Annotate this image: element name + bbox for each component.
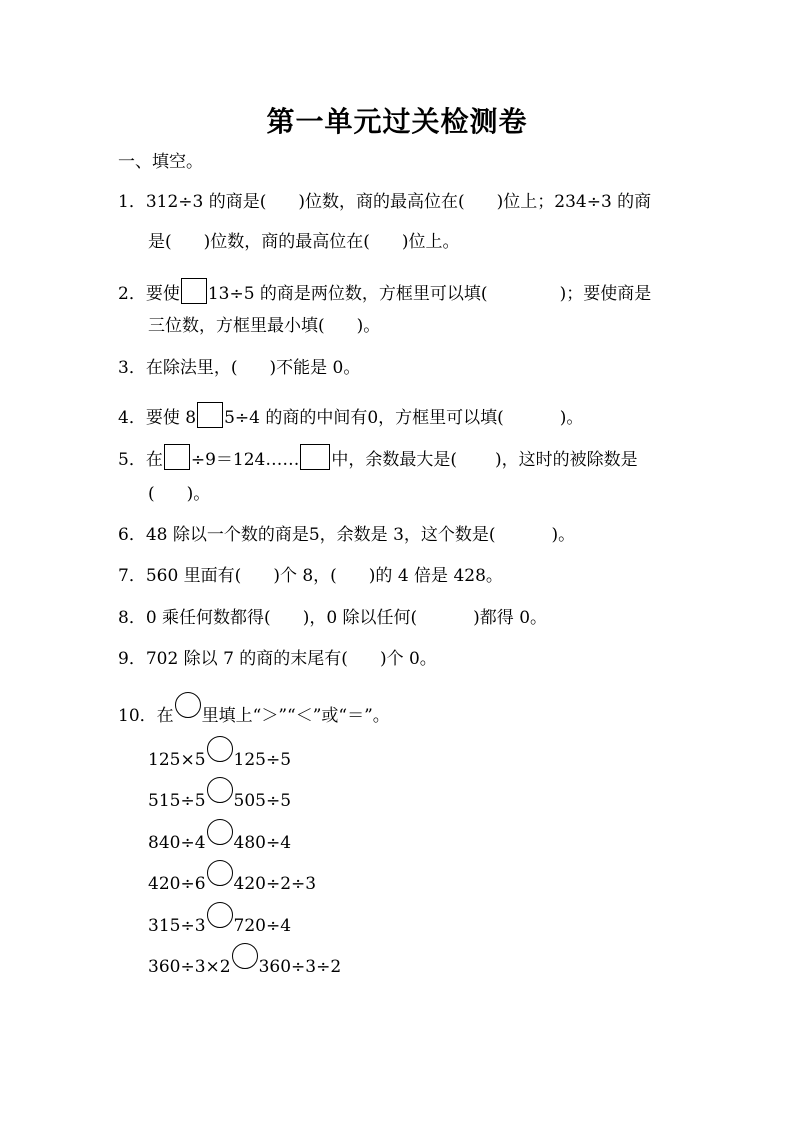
compare-row: 125×5 125÷5 [148,736,291,772]
question-3: 3．在除法里，( )不能是 0。 [118,358,361,378]
compare-row: 515÷5 505÷5 [148,777,291,813]
question-10: 10．在 里填上“＞”“＜”或“＝”。 [118,692,390,728]
compare-circle-input[interactable] [207,736,233,762]
question-5-line-2: ( )。 [148,484,211,504]
compare-circle-input[interactable] [207,819,233,845]
question-8: 8．0 乘任何数都得( )，0 除以任何( )都得 0。 [118,608,548,628]
question-6: 6．48 除以一个数的商是5，余数是 3，这个数是( )。 [118,525,576,545]
compare-row: 840÷4 480÷4 [148,819,291,855]
compare-row: 360÷3×2 360÷3÷2 [148,943,341,979]
circle-icon [175,692,201,718]
square-box-icon[interactable] [300,444,330,470]
compare-row: 315÷3 720÷4 [148,902,291,938]
square-box-icon[interactable] [164,444,190,470]
question-5-line-1: 5．在 ÷9＝124…… 中，余数最大是( )，这时的被除数是 [118,444,638,472]
question-9: 9．702 除以 7 的商的末尾有( )个 0。 [118,649,437,669]
compare-circle-input[interactable] [207,902,233,928]
question-7: 7．560 里面有( )个 8，( )的 4 倍是 428。 [118,566,503,586]
question-4: 4．要使 8 5÷4 的商的中间有0，方框里可以填( )。 [118,402,583,430]
compare-row: 420÷6 420÷2÷3 [148,860,316,896]
square-box-icon[interactable] [181,278,207,304]
square-box-icon[interactable] [197,402,223,428]
section-heading: 一、填空。 [118,152,203,172]
question-2-line-1: 2．要使 13÷5 的商是两位数，方框里可以填( )；要使商是 [118,278,651,306]
question-1-line-2: 是( )位数，商的最高位在( )位上。 [148,232,460,252]
compare-circle-input[interactable] [207,860,233,886]
compare-circle-input[interactable] [232,943,258,969]
compare-circle-input[interactable] [207,777,233,803]
page-title: 第一单元过关检测卷 [266,105,528,138]
question-1-line-1: 1．312÷3 的商是( )位数，商的最高位在( )位上；234÷3 的商 [118,192,652,212]
question-2-line-2: 三位数，方框里最小填( )。 [148,316,381,336]
